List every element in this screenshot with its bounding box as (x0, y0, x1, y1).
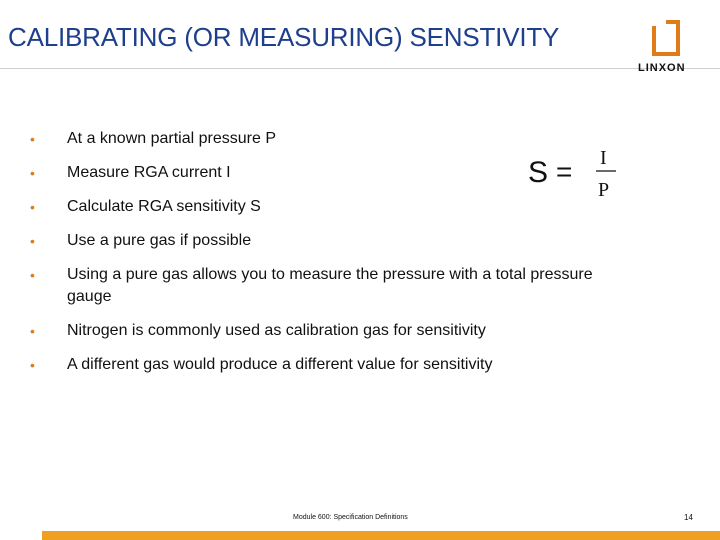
bullet-dot-icon: • (30, 131, 35, 147)
slide-title: CALIBRATING (OR MEASURING) SENSTIVITY (8, 22, 560, 52)
bullet-text: At a known partial pressure P (67, 130, 276, 147)
bullet-item (30, 162, 610, 184)
bullet-dot-icon: • (30, 323, 35, 339)
bullet-dot-icon: • (30, 267, 35, 283)
bullet-item (30, 128, 610, 150)
formula-numerator: I (600, 147, 607, 169)
bullet-dot-icon: • (30, 357, 35, 373)
bullet-item (30, 320, 610, 342)
bullet-dot-icon: • (30, 199, 35, 215)
bullet-text: Use a pure gas if possible (67, 232, 252, 249)
sensitivity-formula (528, 144, 638, 204)
bullet-dot-icon: • (30, 233, 35, 249)
footer-accent-bar (42, 531, 720, 540)
bullet-item (30, 196, 610, 218)
bullet-text: Calculate RGA sensitivity S (67, 198, 261, 215)
logo-wordmark: LINXON (638, 62, 686, 74)
bullet-text: Measure RGA current I (67, 164, 231, 181)
bullet-item (30, 354, 610, 376)
title-divider (0, 68, 720, 69)
bullet-text: Nitrogen is commonly used as calibration gas for sensitivity (67, 322, 486, 339)
bullet-item (30, 230, 610, 252)
page-number: 14 (684, 513, 693, 522)
linxon-logo (636, 18, 720, 74)
formula-lhs: S (528, 156, 549, 189)
logo-mark-icon (650, 18, 686, 58)
formula-denominator: P (598, 179, 610, 201)
bullet-list (30, 128, 610, 388)
bullet-item (30, 264, 610, 308)
formula-equals: = (556, 156, 573, 187)
footer-module-label: Module 600: Specification Definitions (293, 514, 408, 521)
bullet-text: A different gas would produce a different value for sensitivity (67, 356, 493, 373)
bullet-text: Using a pure gas allows you to measure the pressure with a total pressure gauge (67, 266, 593, 305)
bullet-dot-icon: • (30, 165, 35, 181)
